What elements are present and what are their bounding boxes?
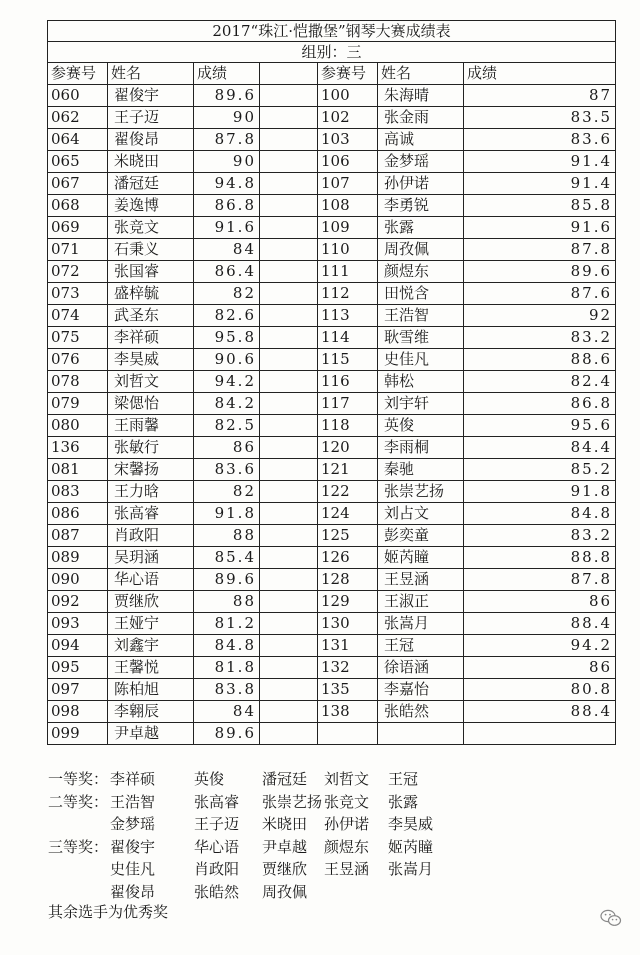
left-entry-score: 86 bbox=[194, 437, 260, 459]
left-entry-id: 081 bbox=[48, 459, 108, 481]
right-entry-id: 102 bbox=[318, 107, 378, 129]
right-entry-id: 120 bbox=[318, 437, 378, 459]
award-winner-name: 王冠 bbox=[388, 770, 419, 788]
row-spacer bbox=[260, 503, 318, 525]
right-entry-score: 80.8 bbox=[464, 679, 616, 701]
left-entry-name: 翟俊宇 bbox=[108, 85, 194, 107]
row-spacer bbox=[260, 371, 318, 393]
right-entry-name: 姬芮瞳 bbox=[378, 547, 464, 569]
row-spacer bbox=[260, 547, 318, 569]
right-entry-name: 史佳凡 bbox=[378, 349, 464, 371]
row-spacer bbox=[260, 459, 318, 481]
right-entry-name: 颜煜东 bbox=[378, 261, 464, 283]
right-entry-name: 金梦瑶 bbox=[378, 151, 464, 173]
right-entry-name: 徐语涵 bbox=[378, 657, 464, 679]
award-winner-name: 贾继欣 bbox=[262, 860, 308, 878]
left-entry-score: 90.6 bbox=[194, 349, 260, 371]
table-row bbox=[48, 415, 616, 437]
left-entry-score: 82 bbox=[194, 481, 260, 503]
table-row bbox=[48, 635, 616, 657]
right-entry-id: 138 bbox=[318, 701, 378, 723]
left-entry-score: 85.4 bbox=[194, 547, 260, 569]
left-entry-name: 王子迈 bbox=[108, 107, 194, 129]
award-winner-name: 李昊威 bbox=[388, 815, 434, 833]
right-entry-id: 130 bbox=[318, 613, 378, 635]
table-row bbox=[48, 393, 616, 415]
right-entry-score: 88.8 bbox=[464, 547, 616, 569]
left-entry-score: 90 bbox=[194, 107, 260, 129]
right-entry-name: 李嘉怡 bbox=[378, 679, 464, 701]
row-spacer bbox=[260, 129, 318, 151]
left-entry-name: 翟俊昂 bbox=[108, 129, 194, 151]
left-entry-id: 087 bbox=[48, 525, 108, 547]
right-entry-id: 106 bbox=[318, 151, 378, 173]
right-entry-name: 王昱涵 bbox=[378, 569, 464, 591]
header-spacer bbox=[260, 63, 318, 85]
left-entry-id: 089 bbox=[48, 547, 108, 569]
right-entry-score bbox=[464, 723, 616, 745]
row-spacer bbox=[260, 635, 318, 657]
right-entry-id: 129 bbox=[318, 591, 378, 613]
right-entry-name: 张金雨 bbox=[378, 107, 464, 129]
right-entry-score: 91.8 bbox=[464, 481, 616, 503]
right-entry-name: 张露 bbox=[378, 217, 464, 239]
award-label-first: 一等奖： bbox=[48, 770, 109, 788]
right-entry-id: 131 bbox=[318, 635, 378, 657]
right-entry-name: 周孜佩 bbox=[378, 239, 464, 261]
right-entry-name: 张嵩月 bbox=[378, 613, 464, 635]
right-entry-name: 英俊 bbox=[378, 415, 464, 437]
row-spacer bbox=[260, 723, 318, 745]
right-entry-id: 118 bbox=[318, 415, 378, 437]
left-entry-score: 84 bbox=[194, 701, 260, 723]
right-entry-score: 92 bbox=[464, 305, 616, 327]
right-entry-score: 87.8 bbox=[464, 239, 616, 261]
left-entry-name: 盛梓毓 bbox=[108, 283, 194, 305]
award-winner-name: 李祥硕 bbox=[110, 770, 156, 788]
table-row bbox=[48, 481, 616, 503]
row-spacer bbox=[260, 437, 318, 459]
left-entry-id: 060 bbox=[48, 85, 108, 107]
table-row bbox=[48, 107, 616, 129]
header-score-right: 成绩 bbox=[464, 63, 616, 85]
left-entry-score: 86.8 bbox=[194, 195, 260, 217]
right-entry-id: 113 bbox=[318, 305, 378, 327]
table-row bbox=[48, 305, 616, 327]
results-table bbox=[47, 20, 616, 745]
table-row bbox=[48, 129, 616, 151]
left-entry-name: 梁偲怡 bbox=[108, 393, 194, 415]
left-entry-score: 88 bbox=[194, 591, 260, 613]
award-winner-name: 孙伊诺 bbox=[324, 815, 370, 833]
left-entry-name: 张竞文 bbox=[108, 217, 194, 239]
row-spacer bbox=[260, 349, 318, 371]
right-entry-score: 89.6 bbox=[464, 261, 616, 283]
table-row bbox=[48, 547, 616, 569]
left-entry-name: 李昊威 bbox=[108, 349, 194, 371]
left-entry-id: 078 bbox=[48, 371, 108, 393]
table-row bbox=[48, 327, 616, 349]
left-entry-name: 肖政阳 bbox=[108, 525, 194, 547]
right-entry-score: 88.6 bbox=[464, 349, 616, 371]
row-spacer bbox=[260, 657, 318, 679]
award-winner-name: 颜煜东 bbox=[324, 837, 370, 856]
table-title: 2017“珠江·恺撒堡”钢琴大赛成绩表 bbox=[48, 21, 616, 42]
left-entry-id: 098 bbox=[48, 701, 108, 723]
award-winner-name: 周孜佩 bbox=[262, 882, 308, 901]
right-entry-name: 刘宇轩 bbox=[378, 393, 464, 415]
table-row bbox=[48, 349, 616, 371]
left-entry-score: 90 bbox=[194, 151, 260, 173]
left-entry-name: 王力晗 bbox=[108, 481, 194, 503]
row-spacer bbox=[260, 613, 318, 635]
right-entry-name: 彭奕童 bbox=[378, 525, 464, 547]
right-entry-id: 124 bbox=[318, 503, 378, 525]
row-spacer bbox=[260, 525, 318, 547]
header-name-right: 姓名 bbox=[378, 63, 464, 85]
award-winner-name: 米晓田 bbox=[262, 815, 308, 833]
left-entry-name: 王娅宁 bbox=[108, 613, 194, 635]
left-entry-name: 张敏行 bbox=[108, 437, 194, 459]
row-spacer bbox=[260, 217, 318, 239]
left-entry-name: 刘鑫宇 bbox=[108, 635, 194, 657]
left-entry-id: 065 bbox=[48, 151, 108, 173]
right-entry-id bbox=[318, 723, 378, 745]
table-row bbox=[48, 195, 616, 217]
right-entry-score: 85.8 bbox=[464, 195, 616, 217]
left-entry-id: 073 bbox=[48, 283, 108, 305]
left-entry-id: 069 bbox=[48, 217, 108, 239]
left-entry-name: 石秉义 bbox=[108, 239, 194, 261]
left-entry-score: 89.6 bbox=[194, 723, 260, 745]
left-entry-name: 吴玥涵 bbox=[108, 547, 194, 569]
left-entry-score: 94.8 bbox=[194, 173, 260, 195]
award-winner-name: 张高睿 bbox=[194, 792, 240, 811]
left-entry-score: 89.6 bbox=[194, 569, 260, 591]
table-row bbox=[48, 503, 616, 525]
left-entry-name: 刘哲文 bbox=[108, 371, 194, 393]
left-entry-id: 068 bbox=[48, 195, 108, 217]
right-entry-score: 91.4 bbox=[464, 151, 616, 173]
right-entry-score: 88.4 bbox=[464, 613, 616, 635]
right-entry-score: 95.6 bbox=[464, 415, 616, 437]
award-winner-name: 尹卓越 bbox=[262, 837, 308, 856]
award-winner-name: 潘冠廷 bbox=[262, 770, 308, 788]
right-entry-name: 李雨桐 bbox=[378, 437, 464, 459]
left-entry-score: 81.2 bbox=[194, 613, 260, 635]
left-entry-id: 097 bbox=[48, 679, 108, 701]
table-row bbox=[48, 459, 616, 481]
left-entry-score: 82.6 bbox=[194, 305, 260, 327]
award-winner-name: 英俊 bbox=[194, 770, 225, 788]
left-entry-id: 136 bbox=[48, 437, 108, 459]
left-entry-score: 82.5 bbox=[194, 415, 260, 437]
left-entry-name: 陈柏旭 bbox=[108, 679, 194, 701]
right-entry-score: 84.8 bbox=[464, 503, 616, 525]
table-row bbox=[48, 151, 616, 173]
table-row bbox=[48, 437, 616, 459]
left-entry-id: 092 bbox=[48, 591, 108, 613]
header-score-left: 成绩 bbox=[194, 63, 260, 85]
right-entry-id: 126 bbox=[318, 547, 378, 569]
table-row bbox=[48, 217, 616, 239]
right-entry-score: 87.8 bbox=[464, 569, 616, 591]
right-entry-id: 135 bbox=[318, 679, 378, 701]
award-winner-name: 王浩智 bbox=[110, 792, 156, 811]
right-entry-id: 109 bbox=[318, 217, 378, 239]
left-entry-name: 潘冠廷 bbox=[108, 173, 194, 195]
right-entry-score: 86 bbox=[464, 591, 616, 613]
right-entry-id: 112 bbox=[318, 283, 378, 305]
right-entry-name: 张崇艺扬 bbox=[378, 481, 464, 503]
row-spacer bbox=[260, 151, 318, 173]
row-spacer bbox=[260, 239, 318, 261]
award-winner-name: 姬芮瞳 bbox=[388, 837, 434, 856]
left-entry-name: 贾继欣 bbox=[108, 591, 194, 613]
right-entry-id: 121 bbox=[318, 459, 378, 481]
award-label-second: 二等奖： bbox=[48, 792, 109, 811]
header-id-right: 参赛号 bbox=[318, 63, 378, 85]
left-entry-id: 094 bbox=[48, 635, 108, 657]
left-entry-id: 062 bbox=[48, 107, 108, 129]
award-winner-name: 张嵩月 bbox=[388, 860, 434, 878]
left-entry-score: 88 bbox=[194, 525, 260, 547]
left-entry-name: 姜逸博 bbox=[108, 195, 194, 217]
row-spacer bbox=[260, 393, 318, 415]
left-entry-score: 95.8 bbox=[194, 327, 260, 349]
row-spacer bbox=[260, 85, 318, 107]
award-winner-name: 肖政阳 bbox=[194, 860, 240, 878]
right-entry-score: 83.2 bbox=[464, 525, 616, 547]
row-spacer bbox=[260, 569, 318, 591]
right-entry-score: 94.2 bbox=[464, 635, 616, 657]
left-entry-id: 079 bbox=[48, 393, 108, 415]
right-entry-id: 108 bbox=[318, 195, 378, 217]
header-row bbox=[48, 63, 616, 85]
table-row bbox=[48, 85, 616, 107]
left-entry-score: 84.2 bbox=[194, 393, 260, 415]
left-entry-score: 81.8 bbox=[194, 657, 260, 679]
header-name-left: 姓名 bbox=[108, 63, 194, 85]
right-entry-id: 125 bbox=[318, 525, 378, 547]
left-entry-name: 尹卓越 bbox=[108, 723, 194, 745]
right-entry-score: 82.4 bbox=[464, 371, 616, 393]
row-spacer bbox=[260, 415, 318, 437]
right-entry-score: 91.4 bbox=[464, 173, 616, 195]
award-winner-name: 王昱涵 bbox=[324, 860, 370, 878]
table-row bbox=[48, 657, 616, 679]
right-entry-score: 84.4 bbox=[464, 437, 616, 459]
right-entry-score: 87.6 bbox=[464, 283, 616, 305]
row-spacer bbox=[260, 107, 318, 129]
left-entry-name: 王雨馨 bbox=[108, 415, 194, 437]
right-entry-name: 孙伊诺 bbox=[378, 173, 464, 195]
award-winner-name: 张竞文 bbox=[324, 792, 370, 811]
right-entry-id: 111 bbox=[318, 261, 378, 283]
table-row bbox=[48, 261, 616, 283]
award-winner-name: 刘哲文 bbox=[324, 770, 370, 788]
row-spacer bbox=[260, 305, 318, 327]
award-winner-name: 翟俊昂 bbox=[110, 882, 156, 901]
table-row bbox=[48, 613, 616, 635]
row-spacer bbox=[260, 195, 318, 217]
left-entry-id: 076 bbox=[48, 349, 108, 371]
left-entry-id: 090 bbox=[48, 569, 108, 591]
left-entry-id: 072 bbox=[48, 261, 108, 283]
row-spacer bbox=[260, 591, 318, 613]
left-entry-score: 84 bbox=[194, 239, 260, 261]
right-entry-name: 张皓然 bbox=[378, 701, 464, 723]
honorable-mention-note: 其余选手为优秀奖 bbox=[48, 903, 169, 921]
right-entry-id: 117 bbox=[318, 393, 378, 415]
right-entry-id: 100 bbox=[318, 85, 378, 107]
left-entry-id: 086 bbox=[48, 503, 108, 525]
table-row bbox=[48, 525, 616, 547]
header-id-left: 参赛号 bbox=[48, 63, 108, 85]
left-entry-id: 093 bbox=[48, 613, 108, 635]
left-entry-score: 84.8 bbox=[194, 635, 260, 657]
left-entry-id: 099 bbox=[48, 723, 108, 745]
left-entry-score: 91.6 bbox=[194, 217, 260, 239]
right-entry-name: 王浩智 bbox=[378, 305, 464, 327]
right-entry-score: 83.6 bbox=[464, 129, 616, 151]
left-entry-name: 米晓田 bbox=[108, 151, 194, 173]
right-entry-name: 李勇锐 bbox=[378, 195, 464, 217]
left-entry-score: 87.8 bbox=[194, 129, 260, 151]
right-entry-name: 田悦含 bbox=[378, 283, 464, 305]
right-entry-name: 秦驰 bbox=[378, 459, 464, 481]
wechat-icon bbox=[600, 908, 622, 928]
left-entry-name: 华心语 bbox=[108, 569, 194, 591]
left-entry-score: 82 bbox=[194, 283, 260, 305]
right-entry-name: 王淑正 bbox=[378, 591, 464, 613]
left-entry-score: 83.6 bbox=[194, 459, 260, 481]
left-entry-name: 张高睿 bbox=[108, 503, 194, 525]
right-entry-score: 83.2 bbox=[464, 327, 616, 349]
right-entry-id: 103 bbox=[318, 129, 378, 151]
left-entry-id: 067 bbox=[48, 173, 108, 195]
table-row bbox=[48, 701, 616, 723]
right-entry-name bbox=[378, 723, 464, 745]
award-label-third: 三等奖： bbox=[48, 837, 109, 856]
left-entry-id: 074 bbox=[48, 305, 108, 327]
row-spacer bbox=[260, 261, 318, 283]
award-winner-name: 张皓然 bbox=[194, 882, 240, 901]
left-entry-score: 94.2 bbox=[194, 371, 260, 393]
left-entry-id: 083 bbox=[48, 481, 108, 503]
left-entry-name: 张国睿 bbox=[108, 261, 194, 283]
award-winner-name: 张崇艺扬 bbox=[262, 792, 323, 811]
right-entry-score: 88.4 bbox=[464, 701, 616, 723]
award-winner-name: 史佳凡 bbox=[110, 860, 156, 878]
right-entry-id: 110 bbox=[318, 239, 378, 261]
left-entry-score: 91.8 bbox=[194, 503, 260, 525]
left-entry-id: 080 bbox=[48, 415, 108, 437]
award-winner-name: 华心语 bbox=[194, 837, 240, 856]
right-entry-id: 114 bbox=[318, 327, 378, 349]
table-row bbox=[48, 679, 616, 701]
row-spacer bbox=[260, 283, 318, 305]
left-entry-id: 075 bbox=[48, 327, 108, 349]
right-entry-id: 122 bbox=[318, 481, 378, 503]
right-entry-name: 朱海晴 bbox=[378, 85, 464, 107]
right-entry-score: 86 bbox=[464, 657, 616, 679]
table-row bbox=[48, 239, 616, 261]
left-entry-id: 064 bbox=[48, 129, 108, 151]
right-entry-score: 87 bbox=[464, 85, 616, 107]
row-spacer bbox=[260, 173, 318, 195]
award-winner-name: 王子迈 bbox=[194, 815, 240, 833]
right-entry-name: 韩松 bbox=[378, 371, 464, 393]
right-entry-name: 高诚 bbox=[378, 129, 464, 151]
right-entry-name: 刘占文 bbox=[378, 503, 464, 525]
right-entry-id: 115 bbox=[318, 349, 378, 371]
right-entry-name: 王冠 bbox=[378, 635, 464, 657]
award-winner-name: 金梦瑶 bbox=[110, 815, 156, 833]
award-winner-name: 张露 bbox=[388, 792, 419, 811]
right-entry-score: 91.6 bbox=[464, 217, 616, 239]
table-row bbox=[48, 173, 616, 195]
left-entry-name: 李翱辰 bbox=[108, 701, 194, 723]
right-entry-score: 85.2 bbox=[464, 459, 616, 481]
left-entry-id: 071 bbox=[48, 239, 108, 261]
right-entry-id: 107 bbox=[318, 173, 378, 195]
row-spacer bbox=[260, 679, 318, 701]
left-entry-name: 李祥硕 bbox=[108, 327, 194, 349]
right-entry-id: 128 bbox=[318, 569, 378, 591]
table-row bbox=[48, 371, 616, 393]
left-entry-name: 武圣东 bbox=[108, 305, 194, 327]
right-entry-score: 83.5 bbox=[464, 107, 616, 129]
table-row bbox=[48, 723, 616, 745]
table-row bbox=[48, 569, 616, 591]
row-spacer bbox=[260, 701, 318, 723]
right-entry-id: 116 bbox=[318, 371, 378, 393]
row-spacer bbox=[260, 327, 318, 349]
right-entry-score: 86.8 bbox=[464, 393, 616, 415]
results-sheet bbox=[47, 20, 615, 745]
right-entry-name: 耿雪维 bbox=[378, 327, 464, 349]
table-row bbox=[48, 591, 616, 613]
right-entry-id: 132 bbox=[318, 657, 378, 679]
left-entry-score: 89.6 bbox=[194, 85, 260, 107]
left-entry-id: 095 bbox=[48, 657, 108, 679]
left-entry-name: 宋馨扬 bbox=[108, 459, 194, 481]
left-entry-score: 83.8 bbox=[194, 679, 260, 701]
table-row bbox=[48, 283, 616, 305]
award-winner-name: 翟俊宇 bbox=[110, 837, 156, 856]
group-label: 组别：三 bbox=[48, 42, 616, 63]
row-spacer bbox=[260, 481, 318, 503]
left-entry-score: 86.4 bbox=[194, 261, 260, 283]
left-entry-name: 王馨悦 bbox=[108, 657, 194, 679]
